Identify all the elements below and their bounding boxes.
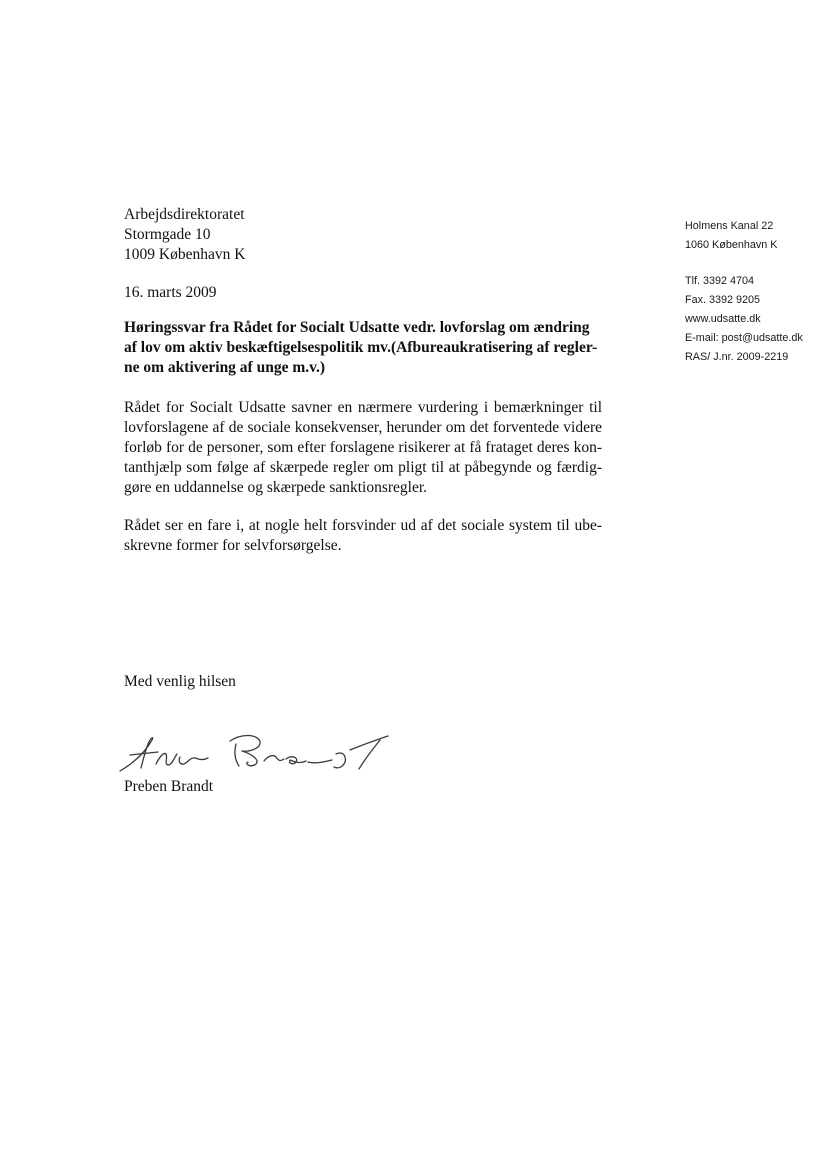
letter-subject [124,318,604,378]
sender-reference: RAS/ J.nr. 2009-2219 [685,351,789,363]
signer-name: Preben Brandt [124,778,214,795]
body-line: tanthjælp som følge af skærpede regler om pligt til at påbegynde og færdig- [124,459,602,476]
sender-fax: Fax. 3392 9205 [685,294,761,306]
sender-spacer [685,255,823,272]
sender-street: Holmens Kanal 22 [685,220,774,232]
closing-salutation: Med venlig hilsen [124,673,236,690]
body-line: lovforslagene af de sociale konsekvenser, herunder om det forventede videre [124,419,602,436]
body-paragraph-2 [124,516,602,556]
sender-city: 1060 København K [685,239,778,251]
letter-date: 16. marts 2009 [124,284,217,301]
body-line: Rådet for Socialt Udsatte savner en nærmere vurdering i bemærkninger til [124,399,602,416]
recipient-city: 1009 København K [124,246,246,263]
body-line: forløb for de personer, som efter forslagene risikerer at få frataget deres kon- [124,439,602,456]
body-line: gøre en uddannelse og skærpede sanktionsregler. [124,479,428,496]
subject-line: Høringssvar fra Rådet for Socialt Udsatte vedr. lovforslag om ændring [124,319,590,336]
subject-line: ne om aktivering af unge m.v.) [124,359,326,376]
sender-phone: Tlf. 3392 4704 [685,275,755,287]
sender-email: E-mail: post@udsatte.dk [685,332,803,344]
handwritten-signature [118,724,393,776]
body-line: skrevne former for selvforsørgelse. [124,537,342,554]
recipient-street: Stormgade 10 [124,226,211,243]
recipient-address [124,205,245,265]
recipient-name: Arbejdsdirektoratet [124,206,245,223]
subject-line: af lov om aktiv beskæftigelsespolitik mv.(Afbureaukratisering af regler- [124,339,598,356]
body-paragraph-1 [124,398,602,498]
body-line: Rådet ser en fare i, at nogle helt forsvinder ud af det sociale system til ube- [124,517,602,534]
sender-web: www.udsatte.dk [685,313,761,325]
sender-address [685,217,823,367]
